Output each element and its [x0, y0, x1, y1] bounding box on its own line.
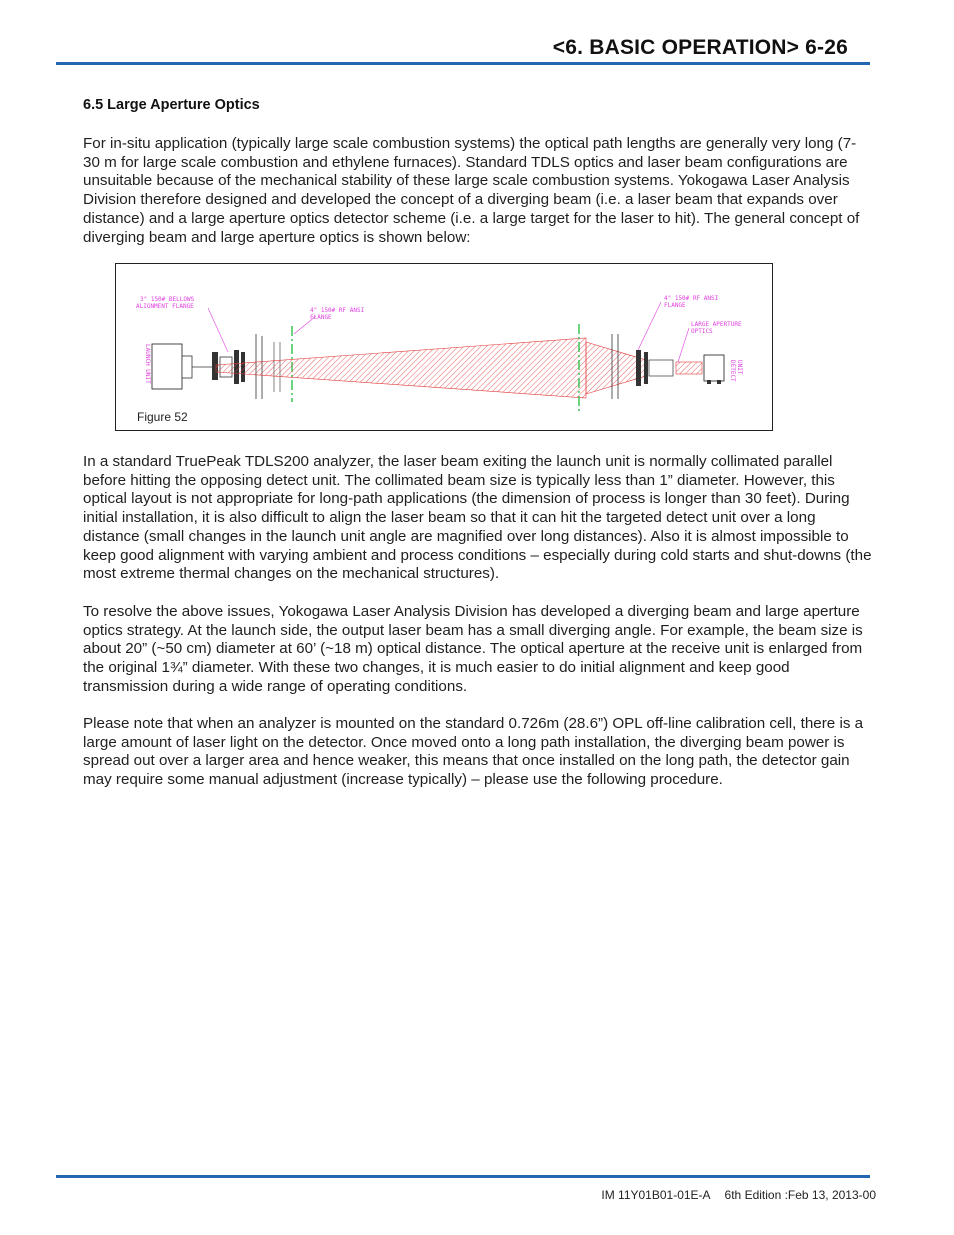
page-title: <6. BASIC OPERATION> 6-26 [552, 36, 848, 59]
paragraph-resolution: To resolve the above issues, Yokogawa Laser Analysis Division has developed a diverging beam and large aperture optics strategy. At the launch side, the output laser beam has a small diverging angle. For example, the beam size is about 20” (~50 cm) diameter at 60’ (~18 m) optical distance. The optical aperture at the receive unit is enlarged from the original 1¾” diameter. With these two changes, it is much easier to do initial alignment and keep good transmission during a wide range of operating conditions. [83, 603, 863, 695]
label-large-aperture-2: OPTICS [691, 328, 713, 335]
footer-doc-id: IM 11Y01B01-01E-A [601, 1188, 711, 1202]
figure-diagram [115, 263, 773, 431]
label-bellows-1: 3" 150# BELLOWS [140, 296, 195, 303]
paragraph-standard-analyzer: In a standard TruePeak TDLS200 analyzer, the laser beam exiting the launch unit is normally collimated parallel before hitting the opposing detect unit. The collimated beam size is typically less than 1” diameter. However, this optical layout is not appropriate for long-path applications (the dimension of process is longer than 30 feet). During initial installation, it is also difficult to align the laser beam so that it can hit the targeted detect unit over a long distance (small changes in the launch unit angle are magnified over long distances). Also it is almost impossible to keep good alignment with varying ambient and process conditions – especially during cold starts and shut-downs (the most extreme thermal changes on the mechanical structures). [83, 453, 872, 583]
detect-unit [704, 355, 724, 384]
label-launch-unit: LAUNCH UNIT [144, 344, 151, 384]
label-large-aperture-1: LARGE APERTURE [691, 321, 742, 328]
header-rule [56, 62, 870, 65]
label-detect-unit-1: DETECT [729, 360, 736, 382]
label-detect-unit-2: UNIT [736, 360, 743, 375]
label-rf-right-2: FLANGE [664, 302, 686, 309]
page-footer [601, 1188, 876, 1202]
label-rf-left-2: FLANGE [310, 314, 332, 321]
label-rf-left-1: 4" 150# RF ANSI [310, 307, 365, 314]
figure-caption: Figure 52 [137, 410, 188, 424]
paragraph-intro: For in-situ application (typically large scale combustion systems) the optical path lengths are generally very long (7-30 m for large scale combustion and ethylene furnaces). Standard TDLS optics and laser beam configurations are unsuitable because of the mechanical stability of these large scale combustion systems. Yokogawa Laser Analysis Division therefore designed and developed the concept of a diverging beam (i.e. a laser beam that expands over distance) and a large aperture optics detector scheme (i.e. a large target for the laser to hit). The general concept of diverging beam and large aperture optics is shown below: [83, 135, 860, 246]
label-bellows-2: ALIGNMENT FLANGE [136, 303, 194, 310]
footer-rule [56, 1175, 870, 1178]
section-heading: 6.5 Large Aperture Optics [83, 97, 260, 113]
paragraph-note: Please note that when an analyzer is mounted on the standard 0.726m (28.6”) OPL off-line calibration cell, there is a large amount of laser light on the detector. Once moved onto a long path installation, the diverging beam power is spread out over a larger area and hence weaker, this means that once installed on the long path, the detector gain may require some manual adjustment (increase typically) – please use the following procedure. [83, 715, 864, 789]
launch-unit [152, 344, 212, 389]
diverging-beam [216, 338, 586, 398]
footer-edition: 6th Edition :Feb 13, 2013-00 [724, 1188, 876, 1202]
beam-diagram-svg [116, 264, 772, 430]
label-rf-right-1: 4" 150# RF ANSI [664, 295, 719, 302]
